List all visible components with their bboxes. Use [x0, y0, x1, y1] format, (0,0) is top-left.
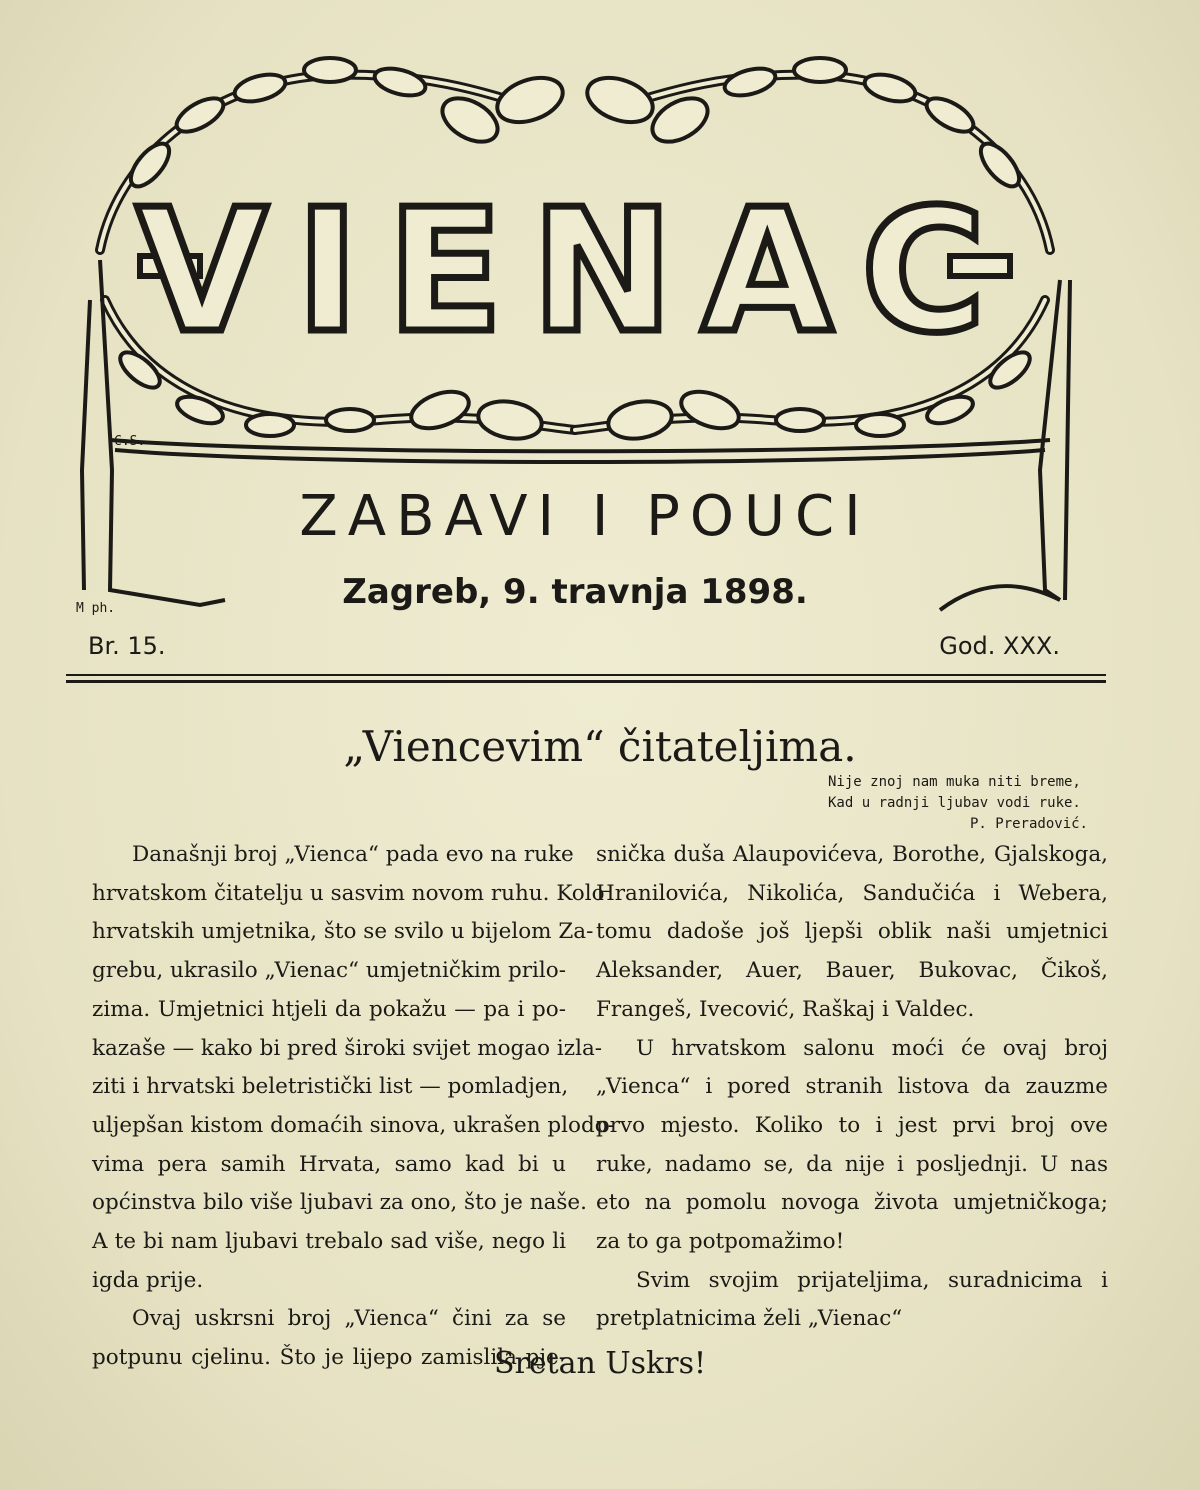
text-line: Ovaj uskrsni broj „Vienca“ čini za se: [132, 1306, 566, 1332]
text-line: tomu dadoše još ljepši oblik naši umjetnici: [596, 919, 1108, 945]
text-line: Frangeš, Ivecović, Raškaj i Valdec.: [596, 996, 975, 1022]
text-line: pretplatnicima želi „Vienac“: [596, 1306, 903, 1332]
article-column-right: [596, 836, 1108, 1339]
masthead-illustration: [0, 0, 1200, 640]
masthead-subtitle: ZABAVI I POUCI: [299, 484, 871, 549]
masthead-title: [136, 173, 1014, 371]
text-line: „Vienca“ i pored stranih listova da zauzme: [596, 1074, 1108, 1100]
engraver-monogram: M ph.: [76, 601, 116, 616]
text-line: eto na pomolu novoga života umjetničkoga;: [596, 1190, 1108, 1216]
text-line: prvo mjesto. Koliko to i jest prvi broj ove: [596, 1112, 1108, 1138]
volume-number: God. XXX.: [939, 632, 1060, 660]
epigraph-line: Nije znoj nam muka niti breme,: [828, 774, 1081, 790]
text-line: ziti i hrvatski beletristički list — pomladjen,: [92, 1074, 569, 1100]
text-line: Svim svojim prijateljima, suradnicima i: [636, 1267, 1108, 1293]
artist-monogram: C.S.: [114, 434, 146, 449]
masthead-dateline: Zagreb, 9. travnja 1898.: [342, 572, 808, 612]
text-line: Današnji broj „Vienca“ pada evo na ruke: [132, 842, 574, 867]
article-title: „Viencevim“ čitateljima.: [343, 722, 857, 771]
epigraph-line: Kad u radnji ljubav vodi ruke.: [828, 795, 1081, 811]
text-line: grebu, ukrasilo „Vienac“ umjetničkim prilo-: [92, 958, 566, 984]
text-line: ruke, nadamo se, da nije i posljednji. U nas: [596, 1151, 1108, 1177]
svg-text:VIENAC: VIENAC: [136, 173, 1014, 371]
text-line: Aleksander, Auer, Bauer, Bukovac, Čikoš,: [596, 958, 1108, 984]
issue-number: Br. 15.: [88, 632, 166, 660]
text-line: potpunu cjelinu. Što je lijepo zamislila pje-: [92, 1345, 566, 1371]
text-line: A te bi nam ljubavi trebalo sad više, nego li: [92, 1229, 566, 1255]
text-line: za to ga potpomažimo!: [596, 1229, 845, 1255]
closing-greeting: Sretan Uskrs!: [493, 1346, 707, 1381]
epigraph-author: P. Preradović.: [969, 816, 1088, 832]
text-line: uljepšan kistom domaćih sinova, ukrašen plodo-: [92, 1112, 615, 1138]
epigraph: [828, 772, 1108, 835]
text-line: općinstva bilo više ljubavi za ono, što je naše.: [92, 1190, 587, 1216]
text-line: vima pera samih Hrvata, samo kad bi u: [92, 1151, 566, 1177]
header-rule-thick: [66, 680, 1106, 683]
text-line: Hranilovića, Nikolića, Sandučića i Webera,: [596, 880, 1108, 906]
text-line: U hrvatskom salonu moći će ovaj broj: [636, 1035, 1108, 1061]
text-line: snička duša Alaupovićeva, Borothe, Gjalskoga,: [596, 842, 1108, 867]
header-rule: [66, 674, 1106, 676]
text-line: hrvatskih umjetnika, što se svilo u bijelom Za-: [92, 919, 594, 945]
text-line: kazaše — kako bi pred široki svijet mogao izla-: [92, 1035, 603, 1061]
text-line: zima. Umjetnici htjeli da pokažu — pa i po-: [92, 996, 566, 1022]
text-line: hrvatskom čitatelju u sasvim novom ruhu. Kolo: [92, 880, 605, 906]
text-line: igda prije.: [92, 1267, 204, 1293]
